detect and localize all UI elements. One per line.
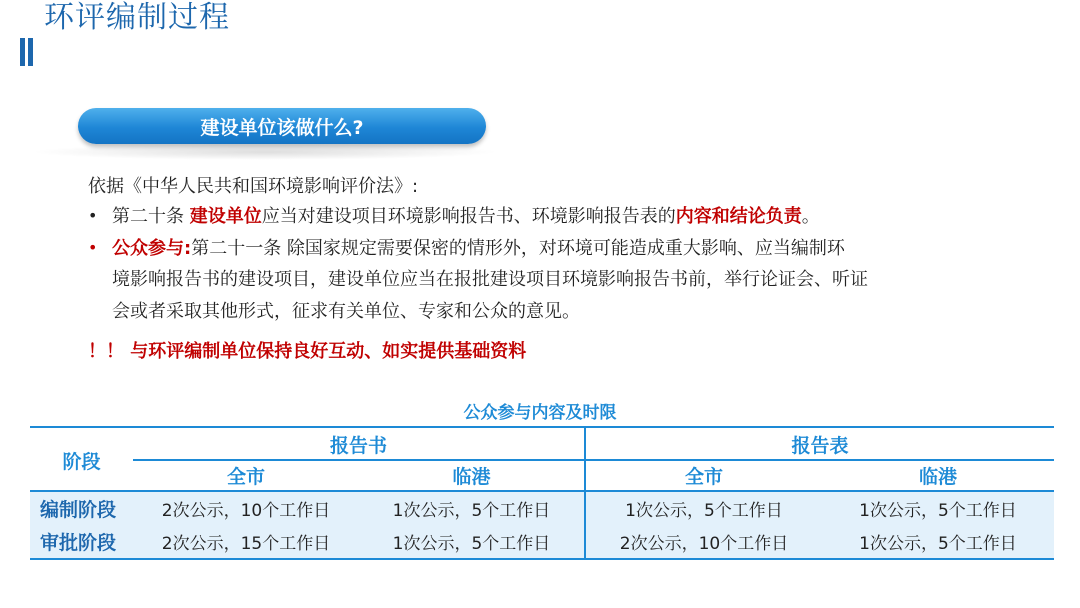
pill-shadow: [30, 144, 500, 160]
table-cell: 1次公示，5个工作日: [859, 534, 1017, 554]
article-21-text-line1: 第二十一条 除国家规定需要保密的情形外，对环境可能造成重大影响、应当编制环: [191, 238, 845, 259]
group-header-report-book: 报告书: [329, 434, 387, 457]
article-20-middle: 应当对建设项目环境影响报告书、环境影响报告表的: [261, 206, 676, 227]
article-20-text: [112, 206, 820, 228]
table-title: 公众参与内容及时限: [463, 403, 617, 423]
table-cell: 2次公示，10个工作日: [619, 534, 789, 554]
participation-table: [30, 426, 1054, 560]
table-cell: 2次公示，15个工作日: [161, 534, 331, 554]
table-cell: 1次公示，5个工作日: [859, 501, 1017, 521]
article-20-highlight-unit: 建设单位: [189, 206, 262, 227]
stage-header: 阶段: [62, 450, 101, 473]
table-cell: 2次公示，10个工作日: [161, 501, 331, 521]
group-header-report-form: 报告表: [791, 434, 849, 457]
row-stage-label: 编制阶段: [39, 499, 116, 521]
article-21-line3: 会或者采取其他形式，征求有关单位、专家和公众的意见。: [112, 301, 580, 322]
accent-bar: [28, 38, 33, 66]
emphasis-note: ！！ 与环评编制单位保持良好互动、如实提供基础资料: [88, 341, 527, 362]
intro-text: 依据《中华人民共和国环境影响评价法》:: [88, 176, 419, 197]
accent-bar: [20, 38, 25, 66]
section-pill: 建设单位该做什么?: [78, 108, 486, 144]
table-cell: 1次公示，5个工作日: [392, 534, 551, 554]
bullet-dot: •: [88, 206, 98, 225]
article-21-line1: [112, 238, 845, 260]
title-accent-bars: [20, 38, 36, 66]
sub-header-lingang: 临港: [452, 466, 491, 488]
sub-header-citywide: 全市: [684, 466, 723, 488]
table-cell: 1次公示，5个工作日: [625, 501, 783, 521]
bullet-dot-red: •: [88, 238, 98, 257]
article-20-highlight-responsibility: 内容和结论负责: [675, 206, 802, 227]
sub-header-citywide: 全市: [226, 466, 265, 488]
article-20-prefix: 第二十条: [112, 206, 190, 227]
public-participation-label: 公众参与:: [112, 238, 192, 259]
row-stage-label: 审批阶段: [39, 532, 116, 554]
sub-header-lingang: 临港: [918, 466, 957, 488]
table-cell: 1次公示，5个工作日: [392, 501, 551, 521]
article-21-line2: 境影响报告书的建设项目，建设单位应当在报批建设项目环境影响报告书前，举行论证会、听证: [112, 269, 868, 290]
article-20-suffix: 。: [801, 206, 820, 227]
page-title: 环评编制过程: [44, 0, 230, 35]
